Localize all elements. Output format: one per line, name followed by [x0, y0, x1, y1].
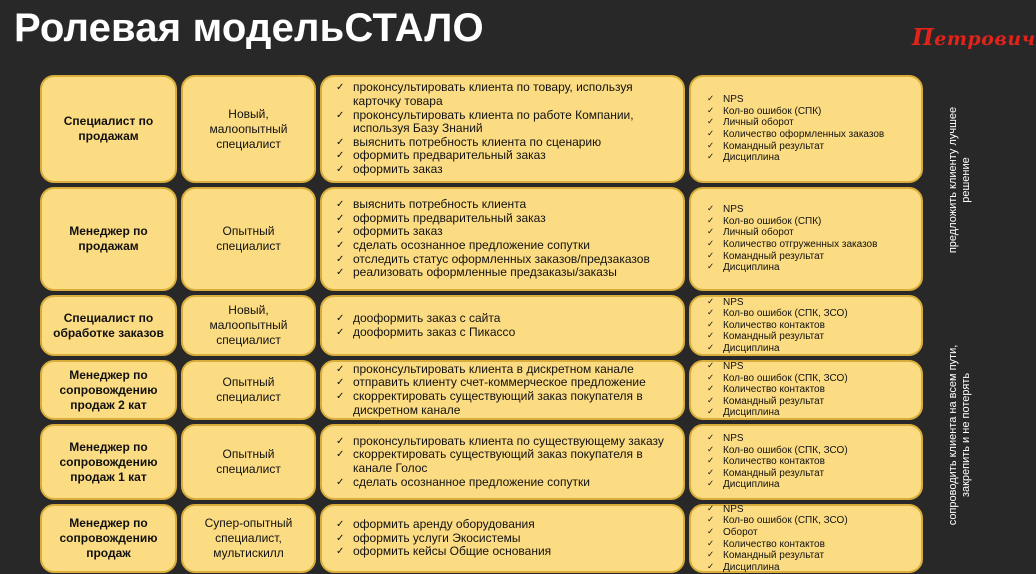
- kpi-list: [707, 433, 915, 491]
- kpi-list: [707, 504, 915, 574]
- task-list: [336, 312, 675, 339]
- task-item: ✓ оформить кейсы Общие основания: [336, 545, 675, 559]
- task-item: ✓ дооформить заказ с сайта: [336, 312, 675, 326]
- kpi-item: ✓ Дисциплина: [707, 152, 915, 164]
- task-item: ✓ дооформить заказ с Пикассо: [336, 326, 675, 340]
- kpi-item: ✓ NPS: [707, 433, 915, 445]
- kpi-item: ✓ Количество контактов: [707, 320, 915, 332]
- kpi-item: ✓ Личный оборот: [707, 227, 915, 239]
- role-cell: [40, 504, 177, 573]
- kpi-item: ✓ Командный результат: [707, 550, 915, 562]
- kpi-cell: [689, 187, 923, 291]
- kpi-item: ✓ Кол-во ошибок (СПК): [707, 106, 915, 118]
- task-item: ✓ выяснить потребность клиента: [336, 198, 675, 212]
- kpi-list: [707, 94, 915, 164]
- kpi-item: ✓ Командный результат: [707, 468, 915, 480]
- role-cell: [40, 295, 177, 356]
- side-label-bottom-line: сопроводить клиента на всем пути,: [947, 344, 959, 526]
- task-item: ✓ отследить статус оформленных заказов/предзаказов: [336, 253, 675, 267]
- role-name: Специалист по обработке заказов: [53, 310, 164, 340]
- tasks-cell: [320, 360, 685, 420]
- side-label-top-line: предложить клиенту лучшее: [947, 106, 959, 254]
- task-item: ✓ оформить заказ: [336, 225, 675, 239]
- kpi-item: ✓ Оборот: [707, 527, 915, 539]
- tasks-cell: [320, 504, 685, 573]
- kpi-cell: [689, 360, 923, 420]
- experience-level: Супер-опытный специалист, мультискилл: [204, 516, 293, 560]
- task-list: [336, 518, 675, 559]
- kpi-cell: [689, 75, 923, 183]
- task-item: ✓ выяснить потребность клиента по сценарию: [336, 136, 675, 150]
- kpi-item: ✓ Командный результат: [707, 331, 915, 343]
- kpi-item: ✓ Командный результат: [707, 396, 915, 408]
- kpi-list: [707, 361, 915, 419]
- tasks-cell: [320, 75, 685, 183]
- task-item: ✓ реализовать оформленные предзаказы/заказы: [336, 266, 675, 280]
- experience-cell: [181, 504, 316, 573]
- side-label-bottom: [947, 345, 973, 526]
- role-name: Менеджер по продажам: [69, 224, 148, 253]
- role-name: Специалист по продажам: [63, 114, 154, 143]
- tasks-cell: [320, 295, 685, 356]
- task-item: ✓ проконсультировать клиента по товару, используя карточку товара: [336, 81, 675, 108]
- kpi-item: ✓ NPS: [707, 94, 915, 106]
- kpi-item: ✓ Кол-во ошибок (СПК, ЗСО): [707, 445, 915, 457]
- role-name: Менеджер по сопровождению продаж 1 кат: [59, 439, 158, 484]
- role-cell: [40, 360, 177, 420]
- kpi-item: ✓ Кол-во ошибок (СПК): [707, 216, 915, 228]
- kpi-item: ✓ Количество контактов: [707, 539, 915, 551]
- experience-level: Опытный специалист: [216, 375, 281, 404]
- experience-cell: [181, 187, 316, 291]
- kpi-item: ✓ Дисциплина: [707, 407, 915, 419]
- experience-level: Новый, малоопытный специалист: [209, 106, 288, 151]
- role-name: Менеджер по сопровождению продаж 2 кат: [59, 367, 158, 412]
- role-model-table: [40, 75, 923, 573]
- side-label-bottom-line: закрепить и не потерять: [960, 372, 972, 498]
- task-item: ✓ отправить клиенту счет-коммерческое предложение: [336, 376, 675, 390]
- experience-cell: [181, 360, 316, 420]
- experience-cell: [181, 295, 316, 356]
- task-item: ✓ оформить аренду оборудования: [336, 518, 675, 532]
- kpi-cell: [689, 504, 923, 573]
- task-item: ✓ оформить предварительный заказ: [336, 149, 675, 163]
- task-list: [336, 363, 675, 417]
- task-item: ✓ сделать осознанное предложение сопутки: [336, 476, 675, 490]
- kpi-item: ✓ NPS: [707, 297, 915, 309]
- kpi-item: ✓ Дисциплина: [707, 262, 915, 274]
- kpi-item: ✓ Командный результат: [707, 251, 915, 263]
- role-cell: [40, 187, 177, 291]
- role-name: Менеджер по сопровождению продаж: [59, 516, 158, 560]
- kpi-item: ✓ Количество отгруженных заказов: [707, 239, 915, 251]
- kpi-item: ✓ Дисциплина: [707, 343, 915, 355]
- task-item: ✓ скорректировать существующий заказ покупателя в дискретном канале: [336, 390, 675, 417]
- kpi-item: ✓ Личный оборот: [707, 117, 915, 129]
- task-item: ✓ оформить предварительный заказ: [336, 212, 675, 226]
- kpi-item: ✓ Кол-во ошибок (СПК, ЗСО): [707, 515, 915, 527]
- task-list: [336, 435, 675, 489]
- task-item: ✓ проконсультировать клиента по работе Компании, используя Базу Знаний: [336, 109, 675, 136]
- kpi-item: ✓ Командный результат: [707, 141, 915, 153]
- experience-cell: [181, 424, 316, 500]
- task-list: [336, 81, 675, 176]
- kpi-item: ✓ NPS: [707, 204, 915, 216]
- task-item: ✓ проконсультировать клиента в дискретном канале: [336, 363, 675, 377]
- kpi-item: ✓ NPS: [707, 361, 915, 373]
- experience-level: Опытный специалист: [216, 447, 281, 476]
- kpi-item: ✓ Кол-во ошибок (СПК, ЗСО): [707, 308, 915, 320]
- kpi-list: [707, 204, 915, 274]
- kpi-cell: [689, 295, 923, 356]
- side-label-top: [947, 107, 973, 253]
- task-item: ✓ оформить заказ: [336, 163, 675, 177]
- kpi-list: [707, 297, 915, 355]
- page-title: Ролевая модельСТАЛО: [14, 6, 484, 50]
- tasks-cell: [320, 424, 685, 500]
- kpi-cell: [689, 424, 923, 500]
- side-label-top-line: решение: [960, 157, 972, 203]
- task-list: [336, 198, 675, 280]
- kpi-item: ✓ Кол-во ошибок (СПК, ЗСО): [707, 373, 915, 385]
- kpi-item: ✓ Количество контактов: [707, 456, 915, 468]
- role-cell: [40, 424, 177, 500]
- experience-level: Новый, малоопытный специалист: [209, 303, 288, 347]
- task-item: ✓ проконсультировать клиента по существующему заказу: [336, 435, 675, 449]
- task-item: ✓ оформить услуги Экосистемы: [336, 532, 675, 546]
- kpi-item: ✓ NPS: [707, 504, 915, 516]
- experience-level: Опытный специалист: [216, 224, 281, 253]
- kpi-item: ✓ Количество оформленных заказов: [707, 129, 915, 141]
- role-cell: [40, 75, 177, 183]
- experience-cell: [181, 75, 316, 183]
- company-logo: Петрович: [912, 24, 1036, 51]
- kpi-item: ✓ Дисциплина: [707, 562, 915, 574]
- task-item: ✓ сделать осознанное предложение сопутки: [336, 239, 675, 253]
- kpi-item: ✓ Дисциплина: [707, 479, 915, 491]
- kpi-item: ✓ Количество контактов: [707, 384, 915, 396]
- tasks-cell: [320, 187, 685, 291]
- task-item: ✓ скорректировать существующий заказ покупателя в канале Голос: [336, 448, 675, 475]
